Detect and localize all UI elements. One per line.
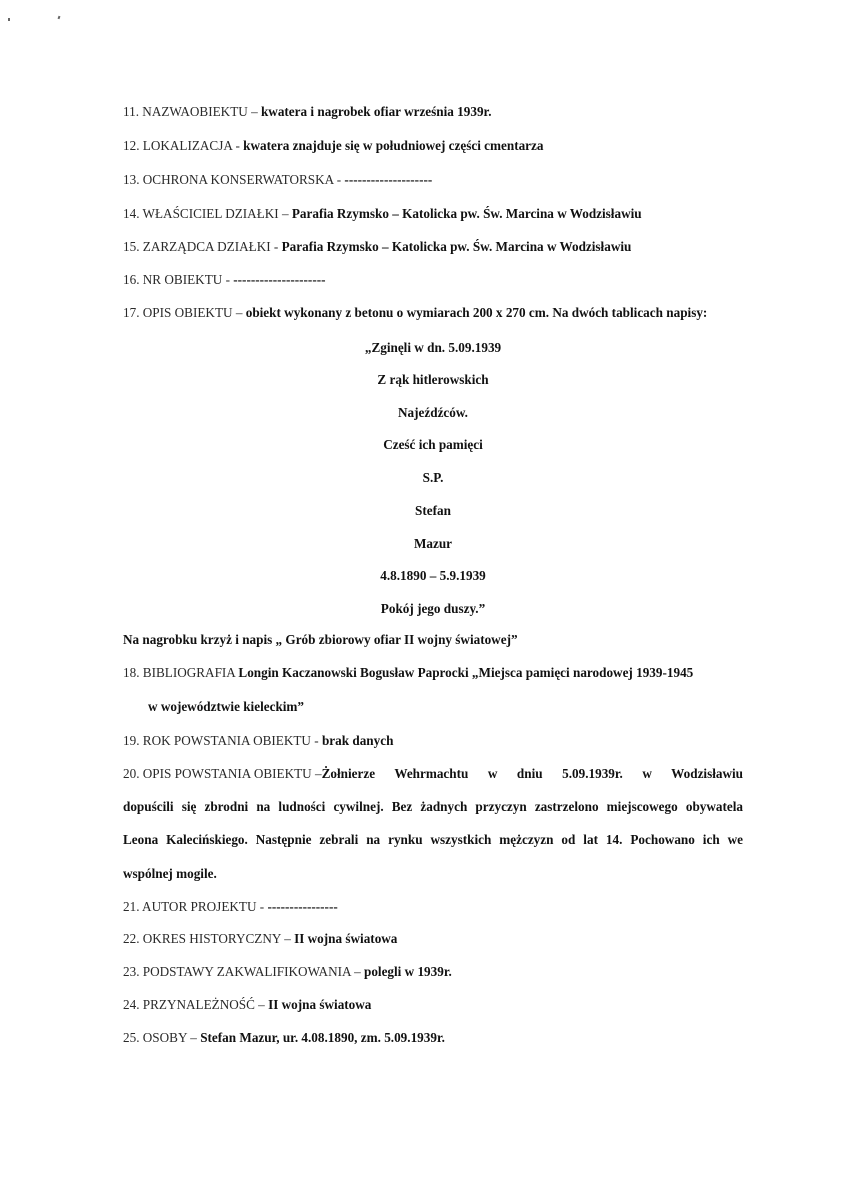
item-12-value: kwatera znajduje się w południowej części cmentarza — [243, 138, 544, 153]
item-21-value: ---------------- — [267, 899, 338, 914]
item-23 — [123, 964, 452, 980]
item-18-label: 18. BIBLIOGRAFIA — [123, 665, 239, 680]
item-14-value: Parafia Rzymsko – Katolicka pw. Św. Marcina w Wodzisławiu — [291, 206, 642, 221]
item-18-value: Longin Kaczanowski Bogusław Paprocki „Miejsca pamięci narodowej 1939-1945 — [238, 665, 694, 680]
item-22-value: II wojna światowa — [294, 931, 398, 946]
item-20-line-2: dopuścili się zbrodni na ludności cywilnej. Bez żadnych przyczyn zastrzelono miejscowego obywatela — [123, 799, 743, 814]
scan-speck — [8, 18, 10, 21]
item-12-label: 12. LOKALIZACJA - — [123, 138, 244, 153]
item-25-value: Stefan Mazur, ur. 4.08.1890, zm. 5.09.1939r. — [200, 1030, 445, 1045]
item-18 — [123, 665, 693, 681]
item-25 — [123, 1030, 445, 1046]
item-20-label: 20. OPIS POWSTANIA OBIEKTU – — [123, 766, 322, 781]
item-11-label: 11. NAZWAOBIEKTU – — [123, 104, 261, 119]
item-13-value: -------------------- — [344, 172, 433, 187]
item-20-value: Żołnierze Wehrmachtu w dniu 5.09.1939r. w Wodzisławiu — [321, 766, 743, 781]
inscription-line: 4.8.1890 – 5.9.1939 — [380, 568, 486, 583]
inscription-line: Mazur — [413, 536, 453, 551]
item-25-label: 25. OSOBY – — [123, 1030, 201, 1045]
item-11 — [123, 104, 492, 120]
item-12 — [123, 138, 543, 154]
item-17 — [123, 305, 707, 321]
item-14-label: 14. WŁAŚCICIEL DZIAŁKI – — [123, 206, 292, 221]
item-15 — [123, 239, 631, 255]
item-23-label: 23. PODSTAWY ZAKWALIFIKOWANIA – — [123, 964, 364, 979]
item-15-value: Parafia Rzymsko – Katolicka pw. Św. Marcina w Wodzisławiu — [281, 239, 632, 254]
inscription-line: Stefan — [415, 503, 451, 518]
item-13-label: 13. OCHRONA KONSERWATORSKA - — [123, 172, 345, 187]
inscription-line: „Zginęli w dn. 5.09.1939 — [364, 340, 502, 355]
item-24-value: II wojna światowa — [268, 997, 372, 1012]
item-13 — [123, 172, 432, 188]
item-16-label: 16. NR OBIEKTU - — [123, 272, 234, 287]
item-19-value: brak danych — [321, 733, 394, 748]
grave-note: Na nagrobku krzyż i napis „ Grób zbiorowy ofiar II wojny światowej” — [123, 632, 518, 647]
item-17-label: 17. OPIS OBIEKTU – — [123, 305, 246, 320]
scan-speck — [58, 16, 61, 20]
item-15-label: 15. ZARZĄDCA DZIAŁKI - — [123, 239, 282, 254]
inscription-line: Najeźdźców. — [398, 405, 468, 420]
item-14 — [123, 206, 642, 222]
inscription-line: S.P. — [422, 470, 444, 485]
item-11-value: kwatera i nagrobek ofiar września 1939r. — [260, 104, 492, 119]
item-22-label: 22. OKRES HISTORYCZNY – — [123, 931, 295, 946]
item-21 — [123, 899, 338, 915]
inscription-line: Pokój jego duszy.” — [380, 601, 486, 616]
item-20-line-4: wspólnej mogile. — [123, 866, 217, 881]
item-19-label: 19. ROK POWSTANIA OBIEKTU - — [123, 733, 322, 748]
item-21-label: 21. AUTOR PROJEKTU - — [123, 899, 268, 914]
item-17-value: obiekt wykonany z betonu o wymiarach 200 x 270 cm. Na dwóch tablicach napisy: — [245, 305, 708, 320]
item-20-line-3: Leona Kalecińskiego. Następnie zebrali na rynku wszystkich mężczyzn od lat 14. Pochowano ich we — [123, 832, 743, 847]
item-16 — [123, 272, 326, 288]
item-18-continuation: w województwie kieleckim” — [148, 699, 305, 714]
item-22 — [123, 931, 397, 947]
item-23-value: polegli w 1939r. — [363, 964, 452, 979]
item-19 — [123, 733, 393, 749]
item-24 — [123, 997, 371, 1013]
inscription-line: Cześć ich pamięci — [383, 437, 483, 452]
item-24-label: 24. PRZYNALEŻNOŚĆ – — [123, 997, 269, 1012]
item-16-value: --------------------- — [233, 272, 326, 287]
inscription-line: Z rąk hitlerowskich — [377, 372, 489, 387]
item-20 — [123, 766, 743, 782]
